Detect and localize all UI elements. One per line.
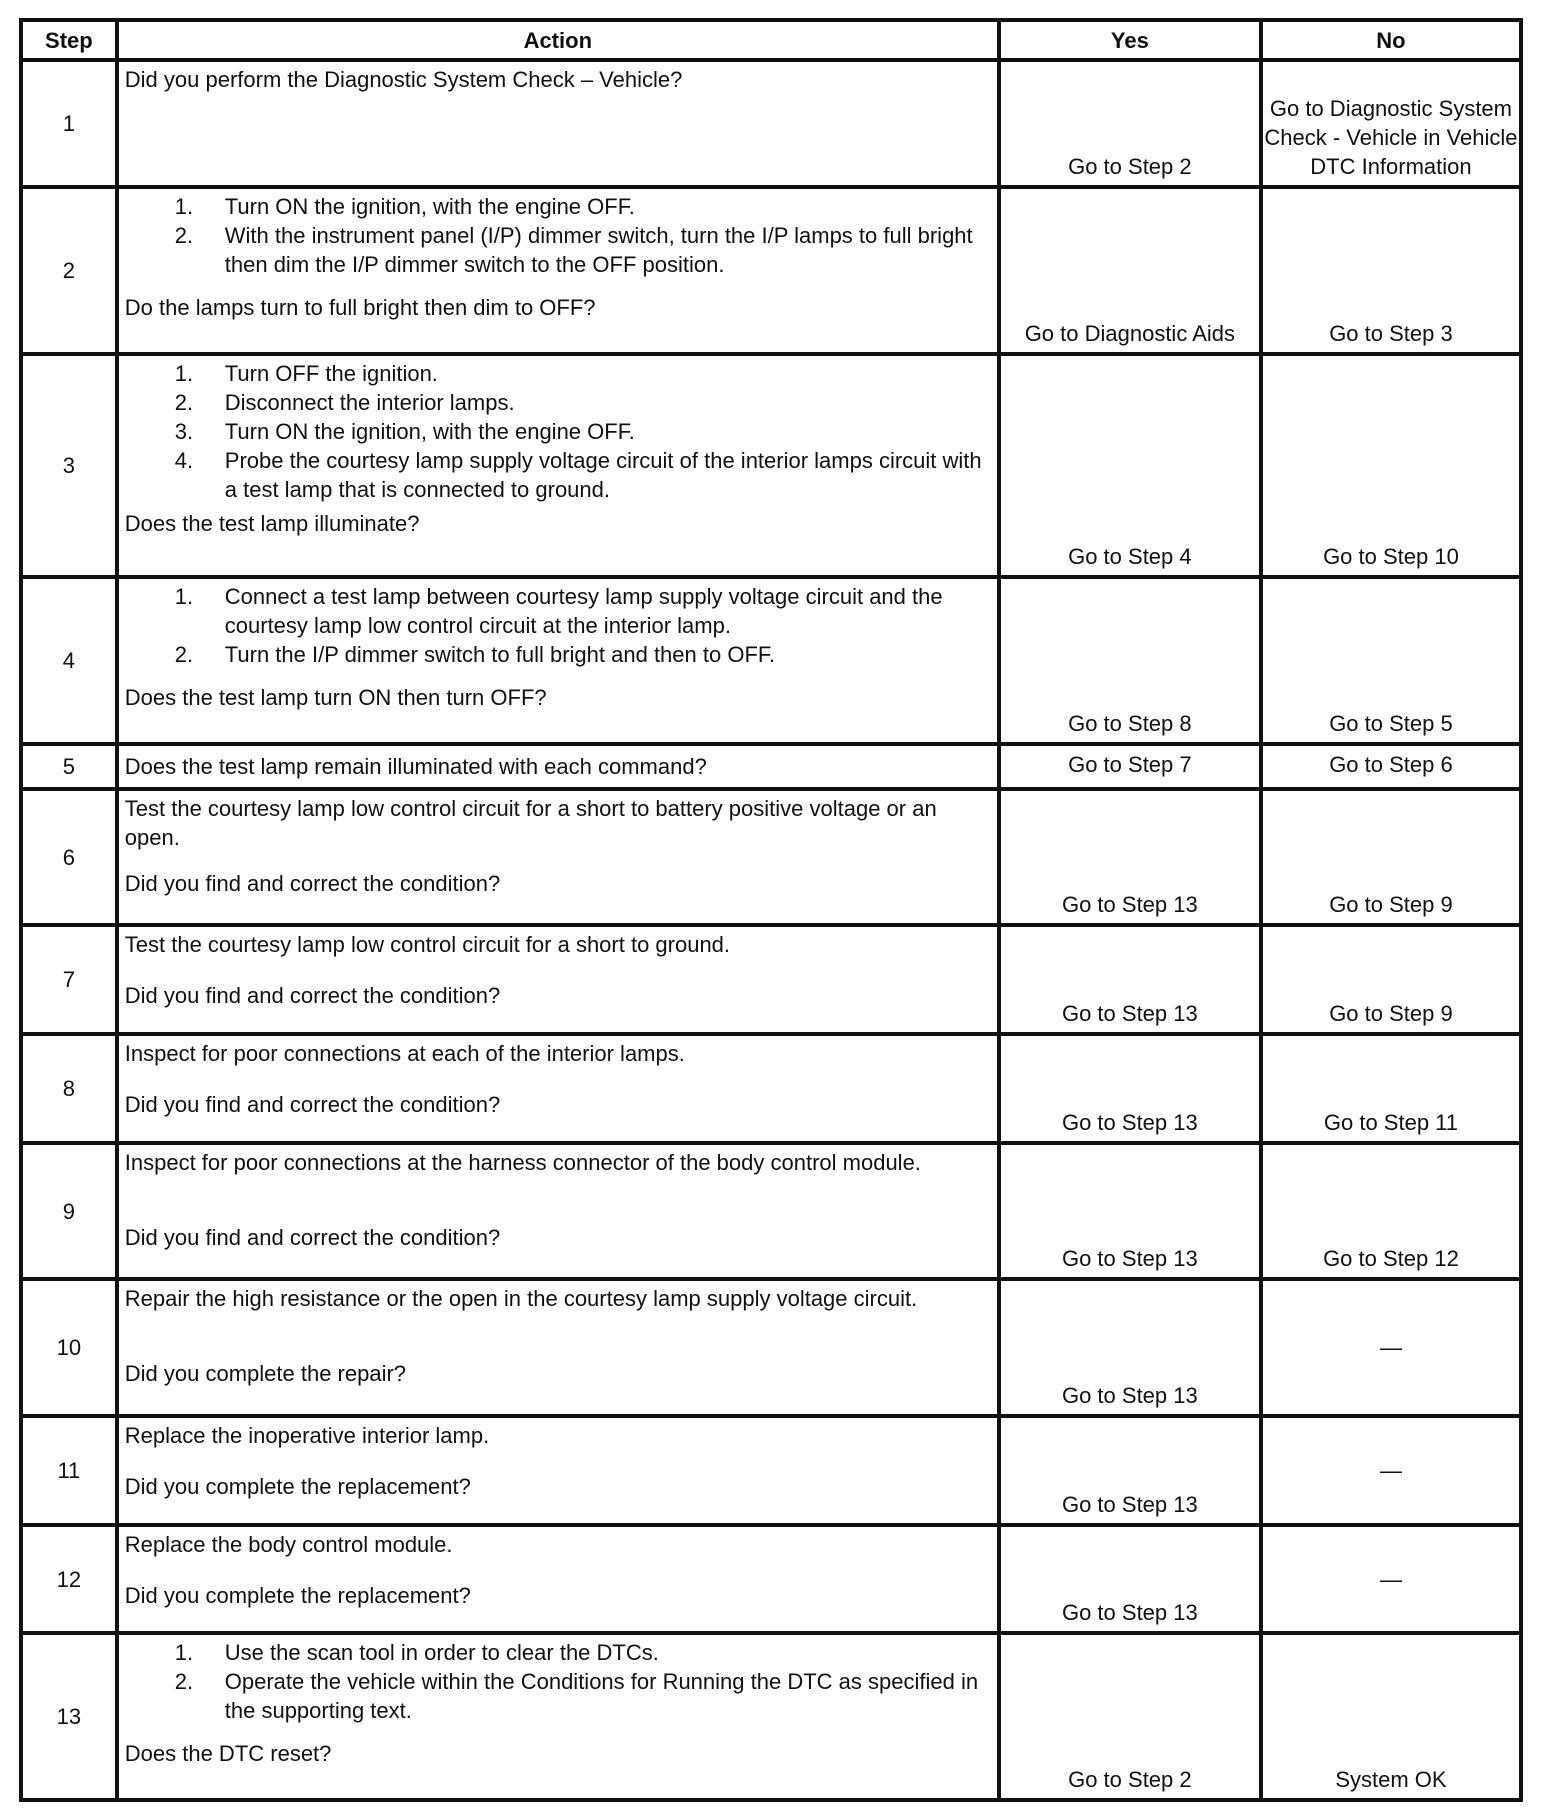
substep-number: 1. [174,194,194,220]
table-row [21,789,1521,926]
no-result: Go to Diagnostic System Check - Vehicle in Vehicle DTC Information [1261,60,1521,187]
header-no: No [1261,20,1521,60]
substep-number: 1. [174,584,194,610]
yes-result: Go to Step 7 [999,744,1261,789]
action-question: Does the test lamp illuminate? [124,510,420,536]
yes-result: Go to Step 2 [999,60,1261,187]
substep-text: Connect a test lamp between courtesy lamp supply voltage circuit and the courtesy lamp low control circuit at the interior lamp. [224,584,943,639]
step-number: 12 [21,1525,117,1634]
action-cell [117,925,999,1034]
yes-result: Go to Step 4 [999,354,1261,577]
action-instructions [125,794,991,852]
action-instruction: Inspect for poor connections at the harness connector of the body control module. [124,1149,921,1175]
table-row [21,925,1521,1034]
action-instructions [125,930,991,959]
action-instructions [125,1638,991,1725]
no-result: — [1261,1416,1521,1525]
step-number: 4 [21,577,117,744]
action-cell [117,1525,999,1634]
action-question: Did you find and correct the condition? [124,983,501,1009]
step-number: 11 [21,1416,117,1525]
action-cell [117,187,999,354]
step-number: 1 [21,60,117,187]
no-result: Go to Step 9 [1261,789,1521,926]
action-instruction: Replace the inoperative interior lamp. [124,1422,490,1448]
substep-list [125,1638,991,1725]
action-question: Do the lamps turn to full bright then dim to OFF? [124,295,596,321]
no-result: System OK [1261,1633,1521,1800]
action-instructions [125,1039,991,1068]
step-number: 13 [21,1633,117,1800]
header-step: Step [21,20,117,60]
action-question: Did you find and correct the condition? [124,870,501,896]
step-number: 2 [21,187,117,354]
no-result: Go to Step 10 [1261,354,1521,577]
substep-number: 1. [174,1640,194,1666]
action-instructions [125,1148,991,1177]
table-body [21,60,1521,1800]
substep-text: Disconnect the interior lamps. [224,389,515,415]
action-question: Does the test lamp remain illuminated with each command? [124,753,707,779]
substep-text: Turn OFF the ignition. [224,360,438,386]
yes-result: Go to Step 13 [999,1143,1261,1280]
header-yes: Yes [999,20,1261,60]
substep-number: 3. [174,418,194,444]
substep-text: Operate the vehicle within the Conditions for Running the DTC as specified in the supporting text. [224,1669,979,1724]
table-row [21,60,1521,187]
yes-result: Go to Step 8 [999,577,1261,744]
action-instruction: Repair the high resistance or the open in the courtesy lamp supply voltage circuit. [124,1286,918,1312]
no-result: Go to Step 3 [1261,187,1521,354]
action-instruction: Test the courtesy lamp low control circuit for a short to battery positive voltage or an open. [124,795,937,850]
substep-list [125,582,991,669]
substep-item [175,446,991,504]
table-row [21,1034,1521,1143]
no-result: Go to Step 12 [1261,1143,1521,1280]
no-result: Go to Step 6 [1261,744,1521,789]
action-cell [117,1279,999,1416]
substep-item [175,388,991,417]
action-question: Did you complete the replacement? [124,1473,471,1499]
action-instructions [125,1421,991,1450]
substep-number: 2. [174,1669,194,1695]
action-question: Does the test lamp turn ON then turn OFF? [124,685,547,711]
substep-item [175,221,991,279]
step-number: 3 [21,354,117,577]
substep-text: Probe the courtesy lamp supply voltage circuit of the interior lamps circuit with a test lamp that is connected to ground. [224,447,982,502]
substep-text: Turn ON the ignition, with the engine OFF. [224,194,635,220]
no-result: Go to Step 11 [1261,1034,1521,1143]
yes-result: Go to Step 13 [999,925,1261,1034]
substep-text: Turn the I/P dimmer switch to full bright and then to OFF. [224,642,776,668]
action-cell [117,60,999,187]
action-cell [117,1143,999,1280]
step-number: 10 [21,1279,117,1416]
table-row [21,354,1521,577]
table-row [21,577,1521,744]
action-instructions [125,1530,991,1559]
table-row [21,1143,1521,1280]
substep-item [175,1667,991,1725]
action-cell [117,1633,999,1800]
table-row [21,1525,1521,1634]
substep-item [175,1638,991,1667]
substep-text: Use the scan tool in order to clear the DTCs. [224,1640,659,1666]
no-result: Go to Step 9 [1261,925,1521,1034]
action-instruction: Inspect for poor connections at each of the interior lamps. [124,1041,685,1067]
substep-text: With the instrument panel (I/P) dimmer switch, turn the I/P lamps to full bright then dim the I/P dimmer switch to the OFF position. [224,223,973,278]
step-number: 9 [21,1143,117,1280]
yes-result: Go to Step 2 [999,1633,1261,1800]
substep-number: 2. [174,389,194,415]
yes-result: Go to Step 13 [999,1416,1261,1525]
substep-item [175,640,991,669]
action-cell [117,789,999,926]
table-row [21,187,1521,354]
diagnostic-table [19,18,1523,1802]
substep-item [175,582,991,640]
action-question: Did you perform the Diagnostic System Check – Vehicle? [124,67,683,92]
header-action: Action [117,20,999,60]
table-row [21,1416,1521,1525]
yes-result: Go to Diagnostic Aids [999,187,1261,354]
action-cell [117,1416,999,1525]
substep-text: Turn ON the ignition, with the engine OFF. [224,418,635,444]
action-cell [117,354,999,577]
header-row [21,20,1521,60]
table-row [21,744,1521,789]
yes-result: Go to Step 13 [999,1279,1261,1416]
table-row [21,1633,1521,1800]
action-question: Did you complete the repair? [124,1361,407,1387]
no-result: — [1261,1525,1521,1634]
table-row [21,1279,1521,1416]
action-cell [117,1034,999,1143]
substep-number: 2. [174,642,194,668]
step-number: 7 [21,925,117,1034]
action-instruction: Test the courtesy lamp low control circuit for a short to ground. [124,932,731,958]
yes-result: Go to Step 13 [999,789,1261,926]
step-number: 5 [21,744,117,789]
substep-list [125,192,991,279]
action-cell [117,577,999,744]
substep-number: 4. [174,447,194,473]
step-number: 8 [21,1034,117,1143]
substep-item [175,192,991,221]
step-number: 6 [21,789,117,926]
action-instruction: Replace the body control module. [124,1531,453,1557]
substep-number: 1. [174,360,194,386]
action-instructions [125,582,991,669]
action-instructions [125,359,991,504]
no-result: — [1261,1279,1521,1416]
action-instructions [125,192,991,279]
substep-item [175,417,991,446]
substep-list [125,359,991,504]
yes-result: Go to Step 13 [999,1525,1261,1634]
action-question: Did you complete the replacement? [124,1582,471,1608]
no-result: Go to Step 5 [1261,577,1521,744]
yes-result: Go to Step 13 [999,1034,1261,1143]
substep-number: 2. [174,223,194,249]
action-question: Did you find and correct the condition? [124,1092,501,1118]
action-question: Did you find and correct the condition? [124,1224,501,1250]
substep-item [175,359,991,388]
action-question: Does the DTC reset? [124,1741,332,1767]
action-cell [117,744,999,789]
action-instructions [125,1284,991,1313]
